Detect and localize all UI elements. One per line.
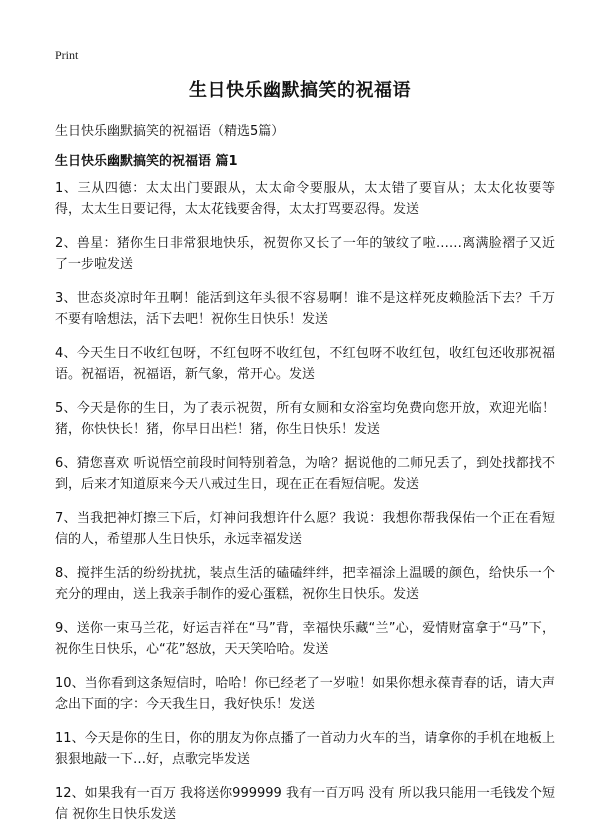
- greeting-item-2: 2、兽星：猪你生日非常狠地快乐，祝贺你又长了一年的皱纹了啦……离满脸褶子又近了一步啦发送: [55, 236, 555, 272]
- page-title: 生日快乐幽默搞笑的祝福语: [189, 80, 411, 101]
- greeting-item-7: 7、当我把神灯擦三下后，灯神问我想许什么愿？我说：我想你帮我保佑一个正在看短信的人，希望那人生日快乐，永远幸福发送: [55, 511, 555, 547]
- greeting-list: [55, 178, 555, 838]
- greeting-item-6: 6、猜您喜欢 听说悟空前段时间特别着急，为啥？据说他的二师兄丢了，到处找都找不到，后来才知道原来今天八戒过生日，现在正在看短信呢。发送: [55, 456, 555, 492]
- print-link[interactable]: Print: [55, 48, 79, 62]
- greeting-item-4: 4、今天生日不收红包呀，不红包呀不收红包，不红包呀不收红包，收红包还收那祝福语。祝福语，祝福语，新气象，常开心。发送: [55, 346, 555, 382]
- greeting-item-1: 1、三从四德：太太出门要跟从，太太命令要服从，太太错了要盲从；太太化妆要等得，太太生日要记得，太太花钱要舍得，太太打骂要忍得。发送: [55, 181, 555, 217]
- document-subtitle: 生日快乐幽默搞笑的祝福语（精选5篇）: [55, 124, 285, 139]
- section-heading: 生日快乐幽默搞笑的祝福语 篇1: [55, 154, 238, 169]
- greeting-item-8: 8、搅拌生活的纷纷扰扰，装点生活的磕磕绊绊，把幸福涂上温暖的颜色，给快乐一个充分的理由，送上我亲手制作的爱心蛋糕，祝你生日快乐。发送: [55, 566, 555, 602]
- greeting-item-11: 11、今天是你的生日，你的朋友为你点播了一首动力火车的当，请拿你的手机在地板上狠狠地敲一下…好，点歌完毕发送: [55, 731, 555, 767]
- greeting-item-12: 12、如果我有一百万 我将送你999999 我有一百万吗 没有 所以我只能用一毛钱发个短信 祝你生日快乐发送: [55, 786, 555, 822]
- greeting-item-9: 9、送你一束马兰花，好运吉祥在“马”背，幸福快乐藏“兰”心，爱情财富拿于“马”下，祝你生日快乐，心“花”怒放，天天笑哈哈。发送: [55, 621, 555, 657]
- greeting-item-3: 3、世态炎凉时年丑啊！能活到这年头很不容易啊！谁不是这样死皮赖脸活下去？千万不要有啥想法，活下去吧！祝你生日快乐！发送: [55, 291, 555, 327]
- greeting-item-10: 10、当你看到这条短信时，哈哈！你已经老了一岁啦！如果你想永葆青春的话，请大声念出下面的字：今天我生日，我好快乐！发送: [55, 676, 555, 712]
- greeting-item-5: 5、今天是你的生日，为了表示祝贺，所有女厕和女浴室均免费向您开放，欢迎光临！猪，你快快长！猪，你早日出栏！猪，你生日快乐！发送: [55, 401, 555, 437]
